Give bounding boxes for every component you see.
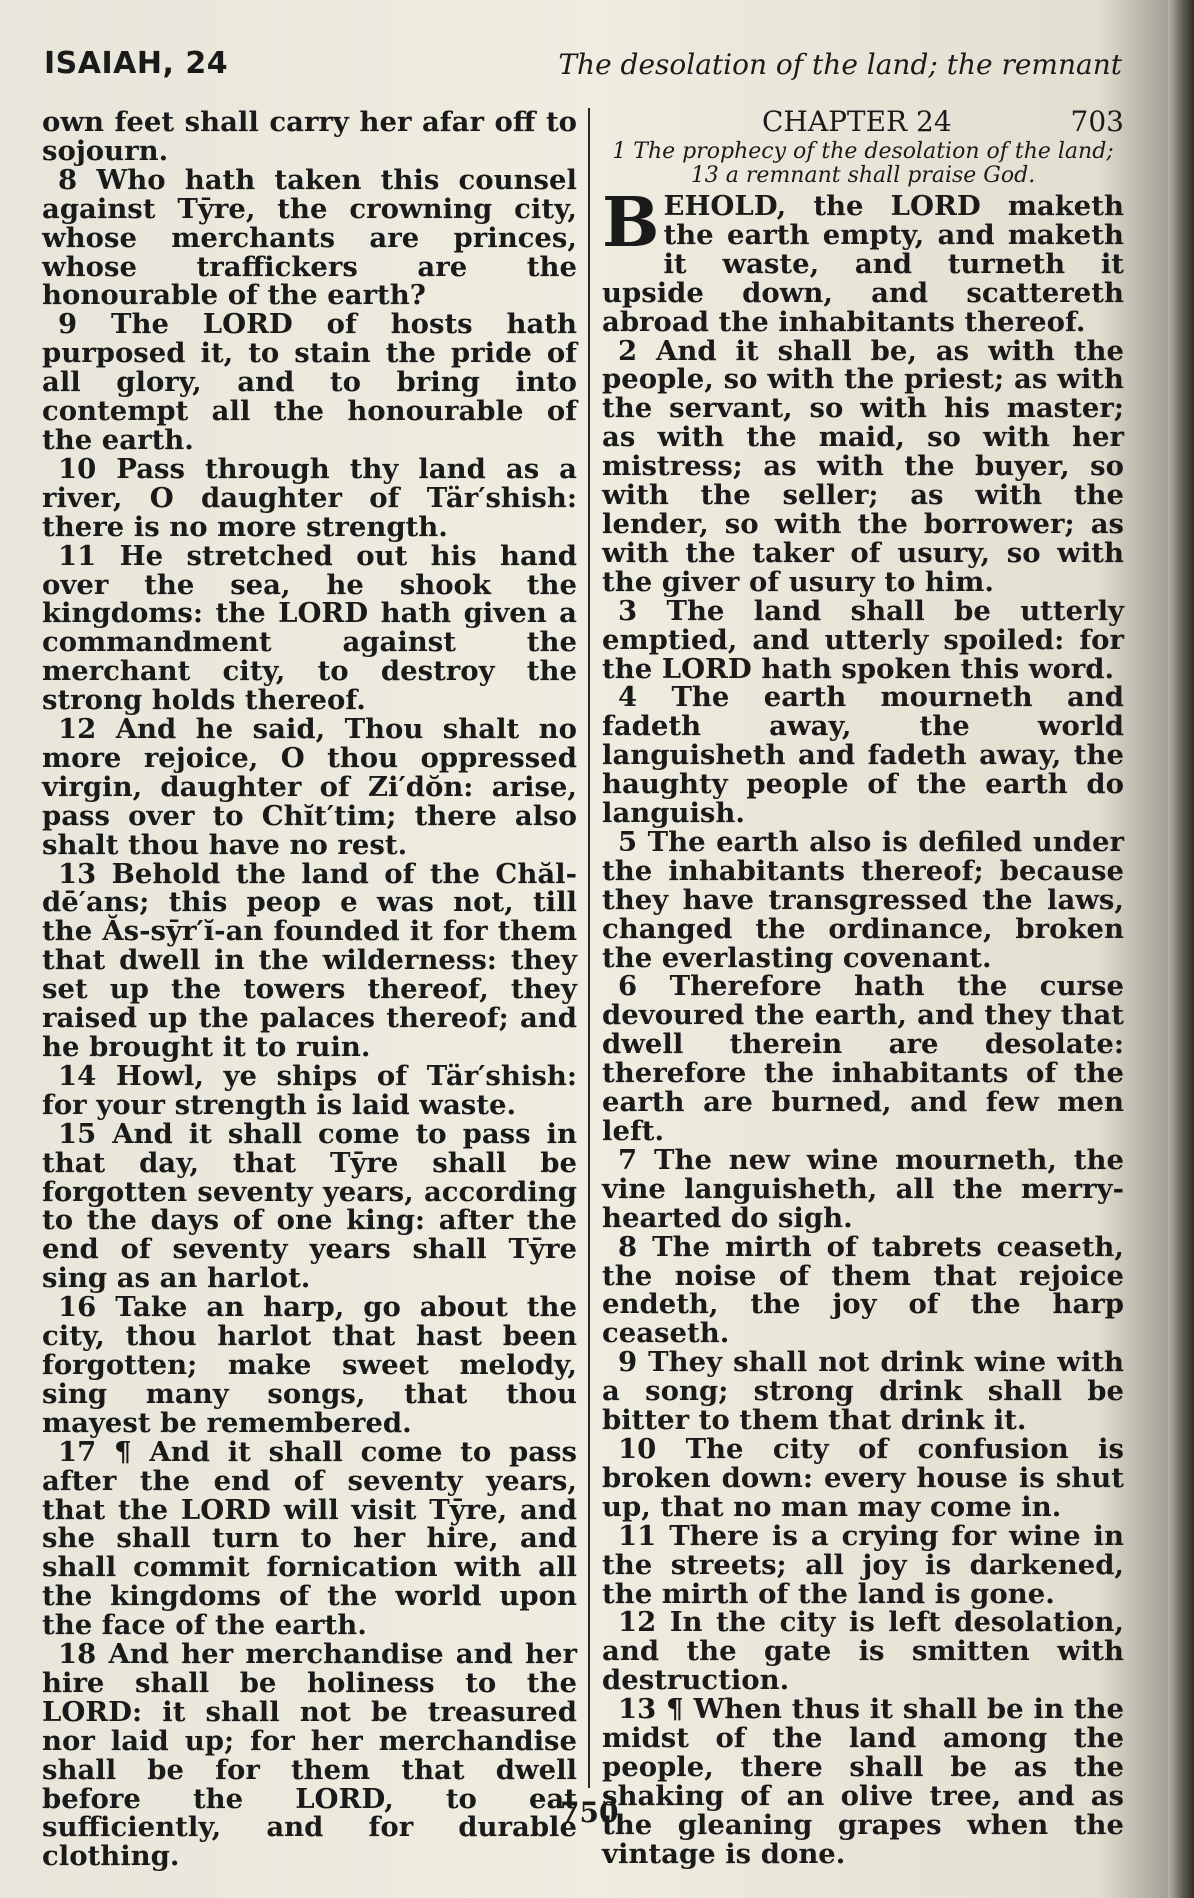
verse: 9 The LORD of hosts hath purposed it, to stain the pride of all glory, and to bring into contempt all the honourable of the earth. — [42, 308, 577, 456]
chapter-title: CHAPTER 24 — [762, 105, 952, 138]
page-header — [44, 46, 1122, 96]
verse: 4 The earth mourneth and fadeth away, the world languisheth and fadeth away, the haughty people of the earth do languish. — [602, 681, 1124, 830]
running-head: ISAIAH, 24 — [44, 46, 229, 81]
opening-verse — [602, 183, 1124, 338]
verse: 10 Pass through thy land as a river, O daughter of Tär′shish: there is no more strength. — [42, 452, 577, 543]
verse: 16 Take an harp, go about the city, thou harlot that hast been forgotten; make sweet melody, sing many songs, that thou mayest be remembered. — [42, 1291, 577, 1439]
chapter-heading — [602, 105, 1124, 140]
verse: 8 The mirth of tabrets ceaseth, the noise of them that rejoice endeth, the joy of the harp ceaseth. — [602, 1230, 1124, 1350]
verse: 9 They shall not drink wine with a song; strong drink shall be bitter to them that drink it. — [602, 1346, 1124, 1437]
verse: 17 ¶ And it shall come to pass after the end of seventy years, that the LORD will visit Tȳre, and she shall turn to her hire, and shall commit fornication with all the kingdoms of the world upon the face of the earth. — [42, 1435, 577, 1642]
verse: 5 The earth also is defiled under the inhabitants thereof; because they have transgressed the laws, changed the ordinance, broken the everlasting covenant. — [602, 825, 1124, 974]
verse-continuation: own feet shall carry her afar off to sojourn. — [42, 106, 577, 167]
verse: 12 And he said, Thou shalt no more rejoice, O thou oppressed virgin, daughter of Zi′dŏn: arise, pass over to Chĭt′tim; there also shalt thou have no rest. — [42, 713, 577, 861]
book-spine-shadow — [1168, 0, 1194, 1898]
verse: 6 Therefore hath the curse devoured the earth, and they that dwell therein are desolate: therefore the inhabitants of the earth are burned, and few men left. — [602, 970, 1124, 1147]
verse: 13 Behold the land of the Chăl-dē′ans; this peop e was not, till the Ăs-sȳr′ĭ-an founded it for them that dwell in the wilderness: they set up the towers thereof, they raised up the palaces thereof; and he brought it to ruin. — [42, 857, 577, 1063]
verse: 8 Who hath taken this counsel against Tȳre, the crowning city, whose merchants are princes, whose traffickers are the honourable of the earth? — [42, 163, 577, 312]
chapter-page-number: 703 — [1070, 105, 1124, 138]
column-divider — [588, 108, 590, 1788]
verse: 14 Howl, ye ships of Tär′shish: for your strength is laid waste. — [42, 1059, 577, 1121]
verse: 11 He stretched out his hand over the sea, he shook the kingdoms: the LORD hath given a commandment against the merchant city, to destroy the strong holds thereof. — [42, 539, 577, 717]
chapter-summary: 1 The prophecy of the desolation of the land; 13 a remnant shall praise God. — [612, 139, 1114, 188]
page-number: 750 — [560, 1796, 619, 1829]
verse: 7 The new wine mourneth, the vine languisheth, all the merry-hearted do sigh. — [602, 1143, 1124, 1234]
verse: 13 ¶ When thus it shall be in the midst of the land among the people, there shall be as the shaking of an olive tree, and as the gleaning grapes when the vintage is done. — [602, 1693, 1124, 1870]
right-column — [602, 105, 1124, 1870]
verse: 15 And it shall come to pass in that day, that Tȳre shall be forgotten seventy years, according to the days of one king: after the end of seventy years shall Tȳre sing as an harlot. — [42, 1117, 577, 1295]
verse: 18 And her merchandise and her hire shall be holiness to the LORD: it shall not be treasured nor laid up; for her merchandise shall be for them that dwell before the LORD, to eat sufficiently, and for durable clothing. — [42, 1638, 577, 1873]
drop-cap: B — [602, 183, 660, 263]
verse: 10 The city of confusion is broken down: every house is shut up, that no man may come in. — [602, 1432, 1124, 1523]
verse: 2 And it shall be, as with the people, so with the priest; as with the servant, so with his master; as with the maid, so with her mistress; as with the buyer, so with the seller; as with the lender, so with the borrower; as with the taker of usury, so with the giver of usury to him. — [602, 334, 1124, 598]
left-column — [42, 106, 577, 1873]
verse: 11 There is a crying for wine in the streets; all joy is darkened, the mirth of the land is gone. — [602, 1519, 1124, 1610]
opening-verse-text: EHOLD, the LORD maketh the earth empty, and maketh it waste, and turneth it upside down, and scattereth abroad the inhabitants thereof. — [602, 190, 1124, 338]
verse: 12 In the city is left desolation, and the gate is smitten with destruction. — [602, 1606, 1124, 1697]
verse: 3 The land shall be utterly emptied, and utterly spoiled: for the LORD hath spoken this word. — [602, 594, 1124, 685]
running-caption: The desolation of the land; the remnant — [558, 48, 1122, 81]
